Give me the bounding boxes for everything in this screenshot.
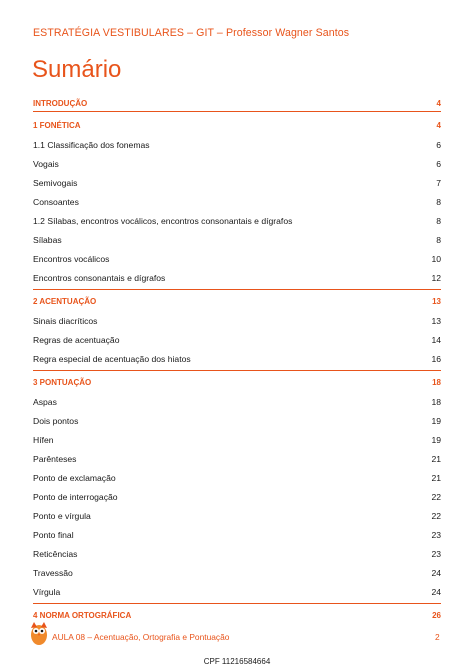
toc-entry-page: 13 (431, 315, 441, 326)
toc-entry-label: Encontros consonantais e dígrafos (33, 272, 166, 283)
toc-entry[interactable] (33, 271, 441, 284)
toc-entry[interactable] (33, 157, 441, 170)
toc-entry-label: 1.2 Sílabas, encontros vocálicos, encontros consonantais e dígrafos (33, 215, 293, 226)
toc-entry-page: 24 (431, 567, 441, 578)
toc-entry-label: 1.1 Classificação dos fonemas (33, 139, 150, 150)
toc-entry[interactable] (33, 433, 441, 446)
toc-entry-page: 19 (431, 415, 441, 426)
toc-entry[interactable] (33, 414, 441, 427)
toc-entry-page: 7 (436, 177, 441, 188)
toc-entry-page: 12 (431, 272, 441, 283)
footer-page-number: 2 (435, 632, 440, 642)
toc-entry-page: 16 (431, 353, 441, 364)
toc-section-entry[interactable] (33, 609, 441, 622)
toc-entry-page: 23 (431, 529, 441, 540)
section-divider (33, 370, 441, 371)
toc-entry-label: Ponto de interrogação (33, 491, 118, 502)
toc-entry-page: 8 (436, 196, 441, 207)
toc-entry[interactable] (33, 395, 441, 408)
toc-entry[interactable] (33, 333, 441, 346)
toc-entry-page: 22 (431, 510, 441, 521)
toc-entry[interactable] (33, 471, 441, 484)
toc-section-entry[interactable] (33, 119, 441, 132)
toc-entry[interactable] (33, 528, 441, 541)
toc-entry[interactable] (33, 352, 441, 365)
toc-section-entry[interactable] (33, 376, 441, 389)
toc-entry-label: 3 PONTUAÇÃO (33, 378, 92, 387)
toc-section-entry[interactable] (33, 97, 441, 110)
toc-entry-label: 1 FONÉTICA (33, 121, 81, 130)
page-header: ESTRATÉGIA VESTIBULARES – GIT – Professor Wagner Santos (33, 27, 350, 39)
toc-entry[interactable] (33, 490, 441, 503)
toc-entry-page: 19 (431, 434, 441, 445)
toc-entry-page: 22 (431, 491, 441, 502)
section-divider (33, 603, 441, 604)
toc-entry-page: 10 (431, 253, 441, 264)
toc-entry-label: Travessão (33, 567, 73, 578)
toc-entry-label: Vogais (33, 158, 59, 169)
toc-entry-page: 4 (436, 121, 441, 130)
cpf-watermark: CPF 11216584664 (203, 657, 271, 666)
toc-entry-page: 14 (431, 334, 441, 345)
toc-entry-label: Hífen (33, 434, 54, 445)
toc-entry-label: Parênteses (33, 453, 77, 464)
toc-entry[interactable] (33, 314, 441, 327)
toc-entry-label: Encontros vocálicos (33, 253, 110, 264)
toc-entry-page: 21 (431, 453, 441, 464)
toc-entry[interactable] (33, 452, 441, 465)
toc-entry[interactable] (33, 195, 441, 208)
toc-entry-page: 4 (436, 99, 441, 108)
toc-entry-label: Semivogais (33, 177, 78, 188)
toc-entry-label: Regras de acentuação (33, 334, 120, 345)
toc-entry[interactable] (33, 585, 441, 598)
toc-entry-label: Regra especial de acentuação dos hiatos (33, 353, 191, 364)
toc-entry-label: Aspas (33, 396, 57, 407)
toc-entry-page: 6 (436, 139, 441, 150)
toc-entry-label: Dois pontos (33, 415, 79, 426)
toc-entry-label: Reticências (33, 548, 78, 559)
toc-entry[interactable] (33, 214, 441, 227)
toc-entry-label: Consoantes (33, 196, 79, 207)
toc-entry-label: 4 NORMA ORTOGRÁFICA (33, 611, 132, 620)
toc-entry-label: Vírgula (33, 586, 61, 597)
toc-entry[interactable] (33, 509, 441, 522)
toc-entry-page: 23 (431, 548, 441, 559)
toc-entry-page: 24 (431, 586, 441, 597)
footer-lesson-title: AULA 08 – Acentuação, Ortografia e Pontuação (52, 632, 230, 642)
toc-entry-page: 21 (431, 472, 441, 483)
toc-entry-page: 13 (432, 297, 441, 306)
page-title: Sumário (32, 56, 122, 83)
toc-entry[interactable] (33, 176, 441, 189)
toc-entry-label: Sinais diacríticos (33, 315, 98, 326)
toc-entry[interactable] (33, 233, 441, 246)
toc-entry-page: 6 (436, 158, 441, 169)
toc-entry[interactable] (33, 138, 441, 151)
toc-entry-label: Ponto de exclamação (33, 472, 116, 483)
toc-entry-label: 2 ACENTUAÇÃO (33, 297, 97, 306)
toc-entry-page: 8 (436, 234, 441, 245)
owl-logo-icon (30, 620, 48, 646)
toc-entry[interactable] (33, 547, 441, 560)
toc-entry-page: 8 (436, 215, 441, 226)
toc-entry-label: Ponto final (33, 529, 74, 540)
toc-entry[interactable] (33, 252, 441, 265)
section-divider (33, 289, 441, 290)
toc-entry[interactable] (33, 566, 441, 579)
toc-entry-page: 18 (432, 378, 441, 387)
toc-section-entry[interactable] (33, 295, 441, 308)
toc-entry-label: INTRODUÇÃO (33, 99, 88, 108)
toc-entry-page: 18 (431, 396, 441, 407)
section-divider (33, 111, 441, 112)
toc-entry-label: Sílabas (33, 234, 62, 245)
toc-entry-label: Ponto e vírgula (33, 510, 91, 521)
toc-entry-page: 26 (432, 611, 441, 620)
